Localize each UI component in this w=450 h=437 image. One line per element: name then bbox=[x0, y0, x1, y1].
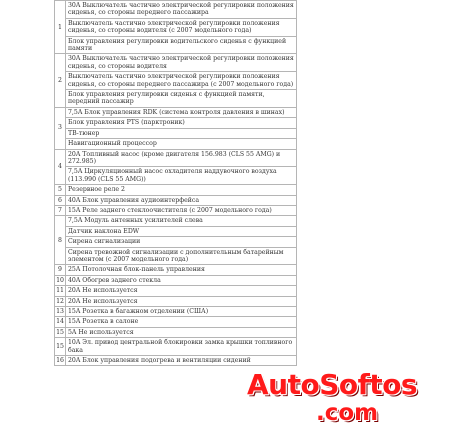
fuse-number-cell: 8 bbox=[55, 216, 66, 265]
watermark-logo-text: AutoSoftos bbox=[247, 368, 418, 401]
table-row bbox=[55, 36, 297, 54]
fuse-description-cell: Блок управления PTS (парктроник) bbox=[66, 118, 297, 128]
fuse-number-cell: 12 bbox=[56, 297, 64, 305]
table-row bbox=[55, 107, 297, 117]
table-row bbox=[55, 195, 297, 205]
watermark-logo-domain: .com bbox=[316, 400, 379, 426]
fuse-number-cell: 6 bbox=[55, 195, 66, 205]
fuse-description-cell: 7,5A Циркуляционный насос охладителя наддувочного воздуха (113.990 (CLS 55 AMG)) bbox=[66, 167, 297, 185]
fuse-description-cell: 30A Выключатель частично электрической регулировки положения сиденья, со стороны водителя bbox=[66, 54, 297, 72]
fuse-table-body bbox=[55, 1, 297, 366]
table-row bbox=[55, 338, 297, 356]
table-row bbox=[55, 307, 297, 317]
fuse-table bbox=[54, 0, 297, 366]
fuse-number-cell: 16 bbox=[56, 357, 64, 365]
table-row bbox=[55, 118, 297, 128]
fuse-number-cell: 3 bbox=[55, 107, 66, 149]
table-row bbox=[55, 296, 297, 306]
table-row bbox=[55, 226, 297, 236]
table-row bbox=[55, 327, 297, 337]
fuse-number-cell: 10 bbox=[56, 276, 64, 284]
fuse-description-cell: 15A Реле заднего стеклоочистителя (с 2007 модельного года) bbox=[66, 205, 297, 215]
fuse-description-cell: Датчик наклона EDW bbox=[66, 226, 297, 236]
fuse-description-cell: 7,5A Блок управления RDK (система контроля давления в шинах) bbox=[66, 107, 297, 117]
table-row bbox=[55, 72, 297, 90]
fuse-description-cell: ТВ-тюнер bbox=[66, 128, 297, 138]
fuse-number-cell: 2 bbox=[55, 54, 66, 107]
table-row bbox=[55, 185, 297, 195]
fuse-description-cell: Сирена тревожной сигнализации с дополнительным батарейным элементом (с 2007 модельного года) bbox=[66, 247, 297, 265]
fuse-number-cell: 14 bbox=[56, 318, 64, 326]
fuse-number-cell: 9 bbox=[55, 265, 66, 275]
table-row bbox=[55, 286, 297, 296]
fuse-description-cell: 10A Эл. привод центральной блокировки замка крышки топливного бака bbox=[66, 338, 297, 356]
table-row bbox=[55, 216, 297, 226]
fuse-number-cell: 15 bbox=[55, 338, 66, 356]
fuse-description-cell: 25A Потолочная блок-панель управления bbox=[66, 265, 297, 275]
table-row bbox=[55, 275, 297, 285]
table-row bbox=[55, 205, 297, 215]
fuse-description-cell: Блок управления регулировки водительского сиденья с функцией памяти bbox=[66, 36, 297, 54]
fuse-description-cell: Блок управления регулировки сиденья с функцией памяти, передний пассажир bbox=[66, 90, 297, 108]
fuse-number-cell: 5 bbox=[55, 185, 66, 195]
table-row bbox=[55, 18, 297, 36]
fuse-description-cell: Резервное реле 2 bbox=[66, 185, 297, 195]
fuse-description-cell: 15A Розетка в салоне bbox=[66, 317, 297, 327]
table-row bbox=[55, 139, 297, 149]
fuse-number-cell: 15 bbox=[56, 328, 64, 336]
fuse-number-cell: 1 bbox=[55, 1, 66, 54]
table-row bbox=[55, 247, 297, 265]
table-row bbox=[55, 1, 297, 19]
fuse-description-cell: 20A Не используется bbox=[66, 286, 297, 296]
fuse-description-cell: 20A Блок управления подогрева и вентиляции сидений bbox=[66, 356, 297, 366]
fuse-description-cell: 7,5A Модуль антенных усилителей слева bbox=[66, 216, 297, 226]
fuse-description-cell: 5A Не используется bbox=[66, 327, 297, 337]
fuse-description-cell: 20A Топливный насос (кроме двигателя 156.983 (CLS 55 AMG) и 272.985) bbox=[66, 149, 297, 167]
fuse-description-cell: Выключатель частично электрической регулировки положения сиденья, со стороны водителя (с 2007 модельного года) bbox=[66, 18, 297, 36]
fuse-description-cell: 15A Розетка в багажном отделении (США) bbox=[66, 307, 297, 317]
table-row bbox=[55, 265, 297, 275]
fuse-number-cell: 11 bbox=[56, 287, 64, 295]
fuse-description-cell: Сирена сигнализации bbox=[66, 237, 297, 247]
table-row bbox=[55, 90, 297, 108]
table-row bbox=[55, 54, 297, 72]
fuse-description-cell: Выключатель частично электрической регулировки положения сиденья, со стороны переднего пассажира (с 2007 модельного года) bbox=[66, 72, 297, 90]
fuse-description-cell: Навигационный процессор bbox=[66, 139, 297, 149]
table-row bbox=[55, 149, 297, 167]
table-row bbox=[55, 317, 297, 327]
table-row bbox=[55, 356, 297, 366]
fuse-number-cell: 7 bbox=[55, 205, 66, 215]
fuse-number-cell: 13 bbox=[56, 308, 64, 315]
fuse-description-cell: 20A Не используется bbox=[66, 296, 297, 306]
table-row bbox=[55, 167, 297, 185]
fuse-description-cell: 30A Выключатель частично электрической регулировки положения сиденья, со стороны переднего пассажира bbox=[66, 1, 297, 19]
fuse-number-cell: 4 bbox=[55, 149, 66, 185]
table-row bbox=[55, 237, 297, 247]
fuse-description-cell: 40A Обогрев заднего стекла bbox=[66, 275, 297, 285]
table-row bbox=[55, 128, 297, 138]
fuse-description-cell: 40A Блок управления аудиоинтерфейса bbox=[66, 195, 297, 205]
